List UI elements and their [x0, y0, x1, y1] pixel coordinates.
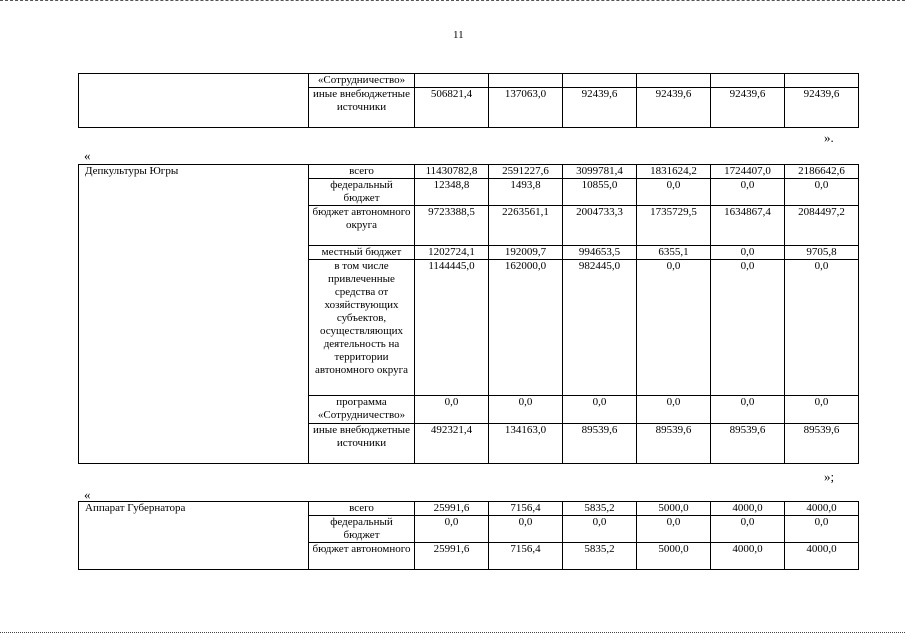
value-cell: 25991,6 — [415, 502, 489, 516]
value-cell: 5835,2 — [563, 543, 637, 570]
value-cell: 89539,6 — [711, 424, 785, 464]
row-label: программа «Сотрудничество» — [309, 396, 415, 424]
value-cell: 0,0 — [563, 396, 637, 424]
value-cell: 7156,4 — [489, 502, 563, 516]
value-cell: 5835,2 — [563, 502, 637, 516]
value-cell: 2591227,6 — [489, 165, 563, 179]
value-cell: 10855,0 — [563, 179, 637, 206]
value-cell: 0,0 — [711, 260, 785, 396]
value-cell: 0,0 — [563, 516, 637, 543]
value-cell: 5000,0 — [637, 543, 711, 570]
value-cell: 25991,6 — [415, 543, 489, 570]
value-cell: 89539,6 — [563, 424, 637, 464]
value-cell: 92439,6 — [711, 88, 785, 128]
value-cell: 2004733,3 — [563, 206, 637, 246]
value-cell: 0,0 — [637, 516, 711, 543]
table-row — [79, 165, 859, 179]
row-label: федеральный бюджет — [309, 179, 415, 206]
value-cell — [711, 74, 785, 88]
scan-edge-top — [0, 0, 905, 2]
responsible-name: Аппарат Губернатора — [79, 502, 309, 570]
value-cell: 1493,8 — [489, 179, 563, 206]
value-cell: 89539,6 — [637, 424, 711, 464]
row-label: всего — [309, 165, 415, 179]
value-cell: 3099781,4 — [563, 165, 637, 179]
value-cell: 0,0 — [711, 516, 785, 543]
table-depkultury — [78, 164, 859, 464]
row-label: «Сотрудничество» — [309, 74, 415, 88]
value-cell: 0,0 — [415, 396, 489, 424]
value-cell: 0,0 — [637, 179, 711, 206]
value-cell: 2084497,2 — [785, 206, 859, 246]
value-cell: 1831624,2 — [637, 165, 711, 179]
value-cell: 12348,8 — [415, 179, 489, 206]
value-cell: 982445,0 — [563, 260, 637, 396]
table-row — [79, 74, 859, 88]
value-cell: 1634867,4 — [711, 206, 785, 246]
row-label: бюджет автономного — [309, 543, 415, 570]
value-cell: 1724407,0 — [711, 165, 785, 179]
row-label: федеральный бюджет — [309, 516, 415, 543]
value-cell: 4000,0 — [711, 502, 785, 516]
value-cell: 994653,5 — [563, 246, 637, 260]
opening-quote: « — [84, 148, 91, 163]
value-cell: 192009,7 — [489, 246, 563, 260]
row-label: местный бюджет — [309, 246, 415, 260]
closing-quote: ». — [824, 130, 834, 145]
table-apparat-gubernatora — [78, 501, 859, 570]
value-cell: 1144445,0 — [415, 260, 489, 396]
value-cell: 4000,0 — [711, 543, 785, 570]
value-cell: 5000,0 — [637, 502, 711, 516]
value-cell — [637, 74, 711, 88]
row-label: иные внебюджетные источники — [309, 88, 415, 128]
value-cell: 92439,6 — [637, 88, 711, 128]
value-cell: 506821,4 — [415, 88, 489, 128]
value-cell: 9705,8 — [785, 246, 859, 260]
row-label: в том числе привлеченные средства от хозяйствующих субъектов, осуществляющих деятельность на территории автономного округа — [309, 260, 415, 396]
value-cell — [415, 74, 489, 88]
responsible-name: Депкультуры Югры — [79, 165, 309, 464]
value-cell: 0,0 — [785, 516, 859, 543]
responsible-cell — [79, 74, 309, 128]
value-cell: 0,0 — [489, 396, 563, 424]
value-cell: 0,0 — [489, 516, 563, 543]
value-cell: 0,0 — [711, 179, 785, 206]
value-cell: 6355,1 — [637, 246, 711, 260]
value-cell: 92439,6 — [563, 88, 637, 128]
value-cell — [563, 74, 637, 88]
page-number: 11 — [453, 29, 464, 41]
value-cell: 2186642,6 — [785, 165, 859, 179]
scan-edge-bottom — [0, 632, 905, 634]
value-cell: 4000,0 — [785, 502, 859, 516]
value-cell: 492321,4 — [415, 424, 489, 464]
closing-quote: »; — [824, 469, 835, 484]
value-cell — [489, 74, 563, 88]
value-cell: 1735729,5 — [637, 206, 711, 246]
value-cell: 89539,6 — [785, 424, 859, 464]
value-cell: 0,0 — [637, 396, 711, 424]
value-cell — [785, 74, 859, 88]
value-cell: 4000,0 — [785, 543, 859, 570]
table-row — [79, 502, 859, 516]
row-label: всего — [309, 502, 415, 516]
value-cell: 162000,0 — [489, 260, 563, 396]
value-cell: 0,0 — [711, 246, 785, 260]
value-cell: 0,0 — [415, 516, 489, 543]
value-cell: 0,0 — [637, 260, 711, 396]
row-label: иные внебюджетные источники — [309, 424, 415, 464]
opening-quote: « — [84, 487, 91, 502]
value-cell: 0,0 — [711, 396, 785, 424]
value-cell: 92439,6 — [785, 88, 859, 128]
value-cell: 1202724,1 — [415, 246, 489, 260]
row-label: бюджет автономного округа — [309, 206, 415, 246]
value-cell: 7156,4 — [489, 543, 563, 570]
value-cell: 9723388,5 — [415, 206, 489, 246]
value-cell: 2263561,1 — [489, 206, 563, 246]
value-cell: 0,0 — [785, 396, 859, 424]
value-cell: 11430782,8 — [415, 165, 489, 179]
value-cell: 134163,0 — [489, 424, 563, 464]
value-cell: 137063,0 — [489, 88, 563, 128]
table-continuation — [78, 73, 859, 128]
value-cell: 0,0 — [785, 260, 859, 396]
value-cell: 0,0 — [785, 179, 859, 206]
